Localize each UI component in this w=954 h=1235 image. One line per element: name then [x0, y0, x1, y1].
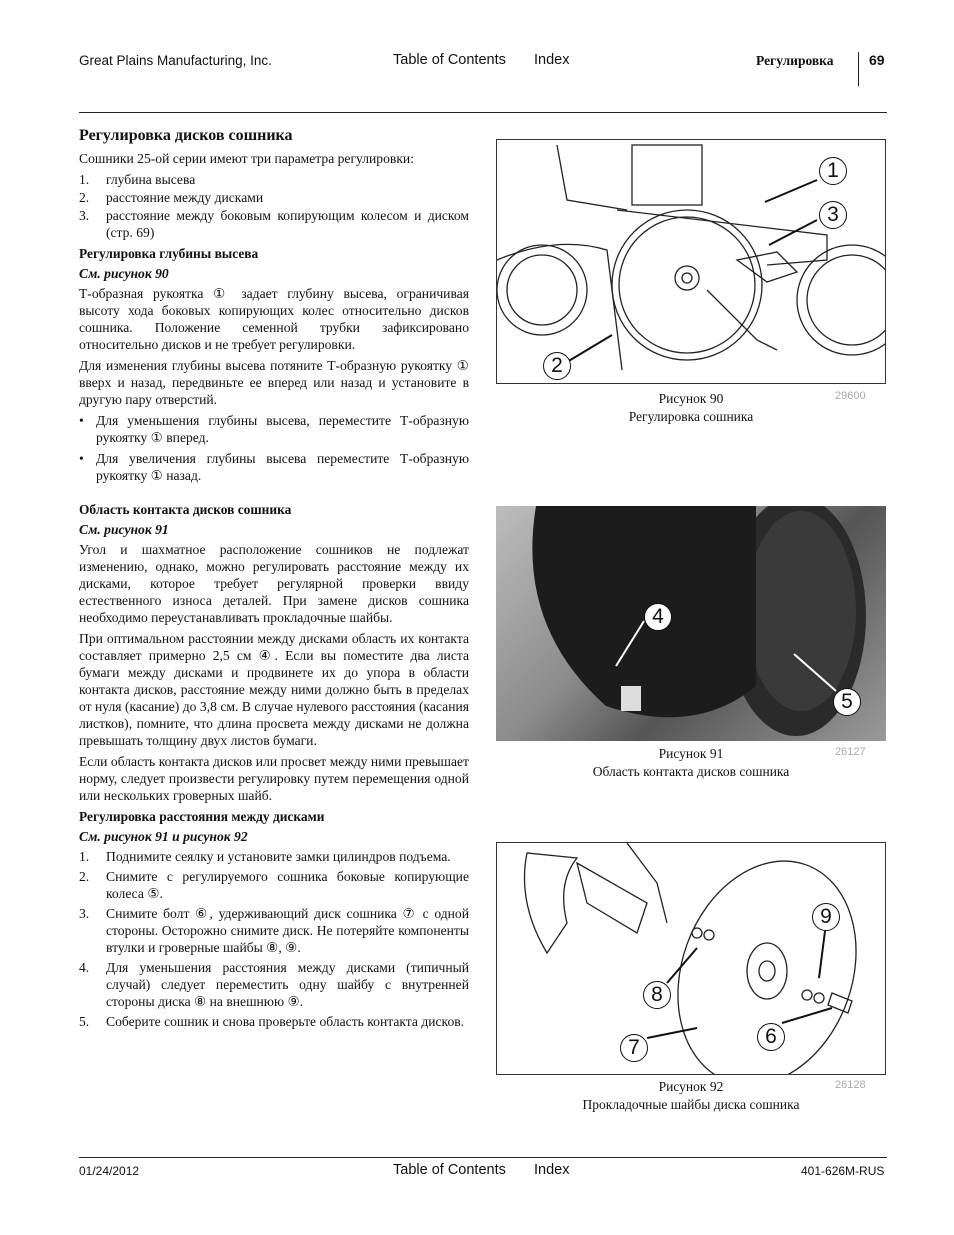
paragraph: Для изменения глубины высева потяните Т-образную рукоятку ① вверх и назад, передвиньте ее вперед или назад и установите в другую пару отверстий. [79, 358, 469, 407]
bullet-text: Для уменьшения глубины высева, переместите Т-образную рукоятку ① вперед. [96, 413, 469, 445]
figure-reference[interactable]: См. рисунок 91 и рисунок 92 [79, 829, 248, 844]
step-text: Снимите с регулируемого сошника боковые копирующие колеса ⑤. [106, 869, 469, 901]
subheading-contact: Область контакта дисков сошника [79, 502, 292, 517]
toc-link[interactable]: Table of Contents [393, 52, 506, 68]
footer-rule [79, 1157, 887, 1158]
step-number: 2. [79, 869, 90, 884]
callout-2: 2 [543, 352, 571, 380]
figure-number: Рисунок 91 [658, 746, 724, 761]
step-item [79, 959, 469, 1010]
figure-number: Рисунок 92 [658, 1079, 724, 1094]
callout-8: 8 [643, 981, 671, 1009]
figure-id: 26128 [835, 1079, 866, 1091]
callout-7: 7 [620, 1034, 648, 1062]
bullet-icon: • [79, 413, 84, 428]
step-text: Для уменьшения расстояния между дисками (типичный случай) следует переместить одну шайбу с внутренней стороны диска ⑧ на внешнюю ⑨. [106, 960, 469, 1009]
section-name: Регулировка [756, 53, 834, 68]
callout-1: 1 [819, 157, 847, 185]
paragraph: При оптимальном расстоянии между дисками область их контакта составляет примерно 2,5 см ④. Если вы поместите два листа бумаги между дисками и продвинете их до упора в области контакта дисков, расстояние между ними должно быть в пределах от нуля (касание) до 3,8 см. В случае нулевого расстояния (касания листков), помните, что длина просвета между дисками не должна превышать толщину двух листов бумаги. [79, 631, 469, 748]
figure-91-photo [496, 506, 886, 741]
step-number: 5. [79, 1014, 90, 1029]
step-item [79, 868, 469, 902]
figure-id: 26127 [835, 746, 866, 758]
disc-photo [496, 506, 886, 741]
paragraph: Угол и шахматное расположение сошников не подлежат изменению, однако, можно регулировать расстояние между их дисками, которое требует регулярной проверки ввиду естественного износа деталей. При замене дисков сошника необходимо переустанавливать прокладочные шайбы. [79, 542, 469, 625]
bullet-item [79, 412, 469, 446]
body-text [79, 126, 469, 1033]
figure-90-caption [496, 390, 886, 426]
subheading-depth: Регулировка глубины высева [79, 246, 259, 261]
figure-title: Область контакта дисков сошника [592, 764, 790, 779]
list-text: расстояние между боковым копирующим колесом и диском (стр. 69) [106, 208, 469, 240]
footer-date: 01/24/2012 [79, 1164, 140, 1178]
list-text: расстояние между дисками [106, 190, 264, 205]
step-text: Соберите сошник и снова проверьте область контакта дисков. [106, 1014, 465, 1029]
list-item [79, 171, 469, 188]
doc-number: 401-626M-RUS [801, 1164, 885, 1178]
step-text: Снимите болт ⑥, удерживающий диск сошника ⑦ с одной стороны. Осторожно снимите диск. Не потеряйте компоненты втулки и гроверные шайбы ⑧, ⑨. [106, 906, 469, 955]
callout-6: 6 [757, 1023, 785, 1051]
figure-reference[interactable]: См. рисунок 91 [79, 522, 169, 537]
figure-number: Рисунок 90 [658, 391, 724, 406]
paragraph: Если область контакта дисков или просвет между ними превышает норму, следует произвести регулировку путем перемещения одной или нескольких гроверных шайб. [79, 754, 469, 803]
section-title: Регулировка дисков сошника [79, 127, 293, 144]
callout-3: 3 [819, 201, 847, 229]
figure-reference[interactable]: См. рисунок 90 [79, 266, 169, 281]
callout-9: 9 [812, 903, 840, 931]
step-text: Поднимите сеялку и установите замки цилиндров подъема. [106, 849, 451, 864]
list-number: 1. [79, 172, 90, 187]
figure-id: 29600 [835, 390, 866, 402]
figure-title: Регулировка сошника [628, 409, 754, 424]
footer-toc-link[interactable]: Table of Contents [393, 1162, 506, 1178]
figure-90-drawing [496, 139, 886, 384]
list-item [79, 189, 469, 206]
bullet-item [79, 450, 469, 484]
subheading-spacing: Регулировка расстояния между дисками [79, 809, 325, 824]
list-number: 3. [79, 208, 90, 223]
footer-index-link[interactable]: Index [534, 1162, 570, 1178]
callout-5: 5 [833, 688, 861, 716]
step-item [79, 1013, 469, 1030]
paragraph: Т-образная рукоятка ① задает глубину высева, ограничивая высоту хода боковых копирующих колес относительно дисков сошника. Положение семенной трубки зафиксировано относительно дисков и не требует регулировки. [79, 286, 469, 352]
list-text: глубина высева [106, 172, 196, 187]
step-number: 4. [79, 960, 90, 975]
list-item [79, 207, 469, 241]
figure-92-drawing [496, 842, 886, 1075]
bullet-icon: • [79, 451, 84, 466]
page-number: 69 [869, 52, 885, 68]
figure-92-caption [496, 1078, 886, 1114]
header-rule [79, 112, 887, 113]
company-name: Great Plains Manufacturing, Inc. [79, 53, 272, 68]
step-number: 3. [79, 906, 90, 921]
step-number: 1. [79, 849, 90, 864]
step-item [79, 905, 469, 956]
callout-4: 4 [644, 603, 672, 631]
intro-text: Сошники 25-ой серии имеют три параметра регулировки: [79, 151, 414, 166]
disc-exploded-drawing [497, 843, 886, 1075]
step-item [79, 848, 469, 865]
header-divider [858, 52, 859, 86]
bullet-text: Для увеличения глубины высева переместите Т-образную рукоятку ① назад. [96, 451, 469, 483]
figure-title: Прокладочные шайбы диска сошника [582, 1097, 800, 1112]
list-number: 2. [79, 190, 90, 205]
index-link[interactable]: Index [534, 52, 570, 68]
figure-91-caption [496, 745, 886, 781]
